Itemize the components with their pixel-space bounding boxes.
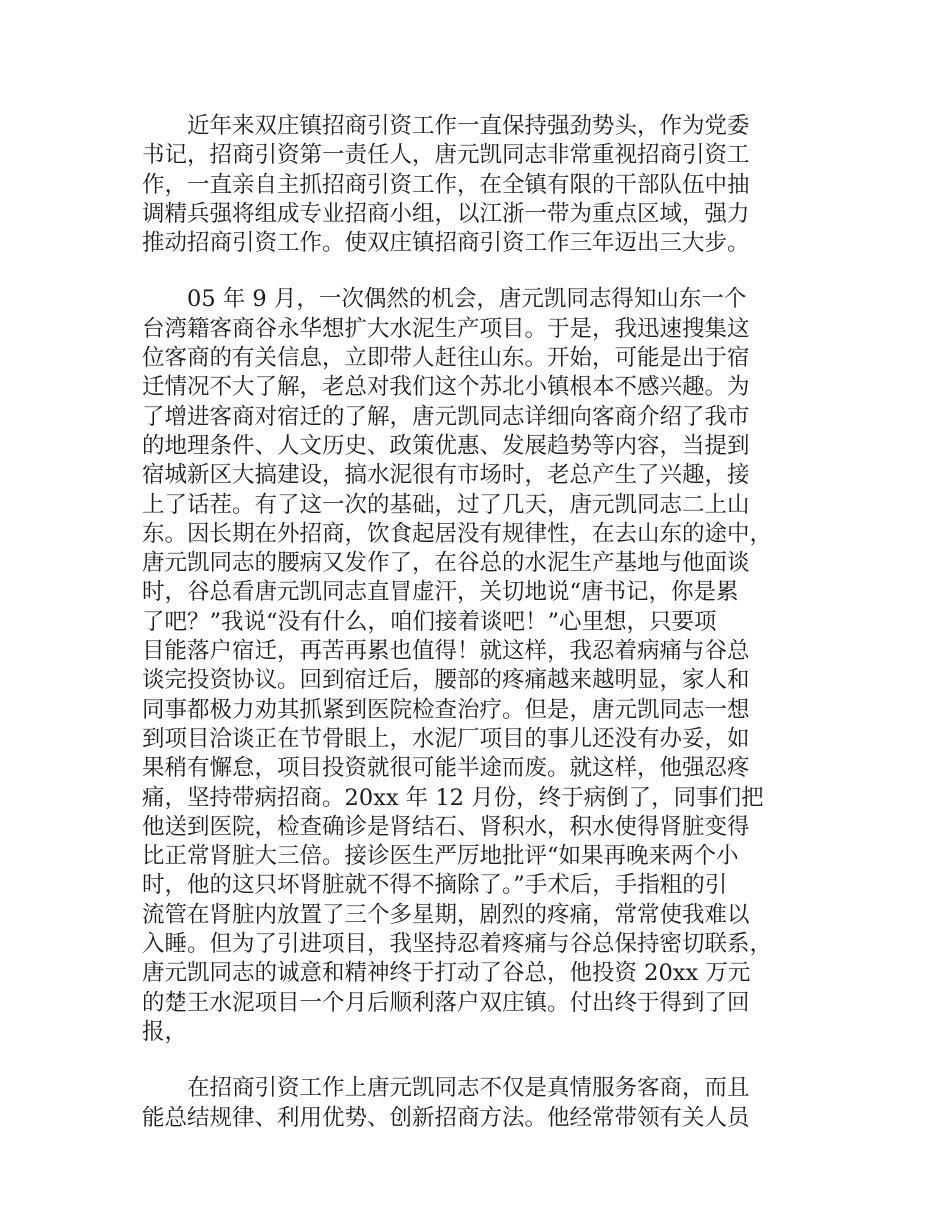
paragraph xyxy=(142,285,822,1047)
text-line: 流管在肾脏内放置了三个多星期，剧烈的疼痛，常常使我难以 xyxy=(142,901,750,928)
text-line: 东。因长期在外招商，饮食起居没有规律性，在去山东的途中， xyxy=(142,520,773,547)
text-line: 果稍有懈怠，项目投资就很可能半途而废。就这样，他强忍疼 xyxy=(142,755,750,782)
text-line: 谈完投资协议。回到宿迁后，腰部的疼痛越来越明显，家人和 xyxy=(142,667,750,694)
text-line: 的楚王水泥项目一个月后顺利落户双庄镇。付出终于得到了回 xyxy=(142,989,750,1016)
text-line: 作，一直亲自主抓招商引资工作，在全镇有限的干部队伍中抽 xyxy=(142,171,750,198)
text-line: 近年来双庄镇招商引资工作一直保持强劲势头，作为党委 xyxy=(187,113,750,139)
text-line: 能总结规律、利用优势、创新招商方法。他经常带领有关人员 xyxy=(142,1104,750,1131)
text-line: 唐元凯同志的诚意和精神终于打动了谷总，他投资 20xx 万元 xyxy=(142,960,751,987)
text-line: 时，谷总看唐元凯同志直冒虚汗，关切地说“唐书记，你是累 xyxy=(142,579,739,606)
text-line: 了吧？”我说“没有什么，咱们接着谈吧！”心里想，只要项 xyxy=(142,608,717,635)
text-line: 比正常肾脏大三倍。接诊医生严厉地批评“如果再晚来两个小 xyxy=(142,843,739,870)
text-line: 书记，招商引资第一责任人，唐元凯同志非常重视招商引资工 xyxy=(142,142,750,169)
text-line: 迁情况不大了解，老总对我们这个苏北小镇根本不感兴趣。为 xyxy=(142,374,750,401)
text-line: 位客商的有关信息，立即带人赶往山东。开始，可能是出于宿 xyxy=(142,345,750,372)
text-line: 时，他的这只坏肾脏就不得不摘除了。”手术后，手指粗的引 xyxy=(142,872,728,899)
text-line: 在招商引资工作上唐元凯同志不仅是真情服务客商，而且 xyxy=(187,1075,750,1102)
text-line: 痛，坚持带病招商。20xx 年 12 月份，终于病倒了，同事们把 xyxy=(142,784,764,811)
text-line: 宿城新区大搞建设，搞水泥很有市场时，老总产生了兴趣，接 xyxy=(142,462,750,489)
text-line: 同事都极力劝其抓紧到医院检查治疗。但是，唐元凯同志一想 xyxy=(142,696,750,723)
text-line: 上了话茬。有了这一次的基础，过了几天，唐元凯同志二上山 xyxy=(142,491,750,518)
document-body xyxy=(142,112,822,1160)
text-line: 台湾籍客商谷永华想扩大水泥生产项目。于是，我迅速搜集这 xyxy=(142,315,750,342)
text-line: 推动招商引资工作。使双庄镇招商引资工作三年迈出三大步。 xyxy=(142,230,750,257)
text-line: 05 年 9 月，一次偶然的机会，唐元凯同志得知山东一个 xyxy=(187,286,747,313)
text-line: 他送到医院，检查确诊是肾结石、肾积水，积水使得肾脏变得 xyxy=(142,813,750,840)
text-line: 入睡。但为了引进项目，我坚持忍着疼痛与谷总保持密切联系， xyxy=(142,931,773,958)
text-line: 的地理条件、人文历史、政策优惠、发展趋势等内容，当提到 xyxy=(142,432,750,459)
text-line: 调精兵强将组成专业招商小组，以江浙一带为重点区域，强力 xyxy=(142,200,750,227)
text-line: 目能落户宿迁，再苦再累也值得！就这样，我忍着病痛与谷总 xyxy=(142,638,750,665)
text-line: 到项目洽谈正在节骨眼上，水泥厂项目的事儿还没有办妥，如 xyxy=(142,725,750,752)
text-line: 唐元凯同志的腰病又发作了，在谷总的水泥生产基地与他面谈 xyxy=(142,550,750,577)
paragraph xyxy=(142,112,822,258)
text-line: 了增进客商对宿迁的了解，唐元凯同志详细向客商介绍了我市 xyxy=(142,403,750,430)
text-line: 报， xyxy=(142,1018,188,1045)
paragraph xyxy=(142,1074,822,1133)
